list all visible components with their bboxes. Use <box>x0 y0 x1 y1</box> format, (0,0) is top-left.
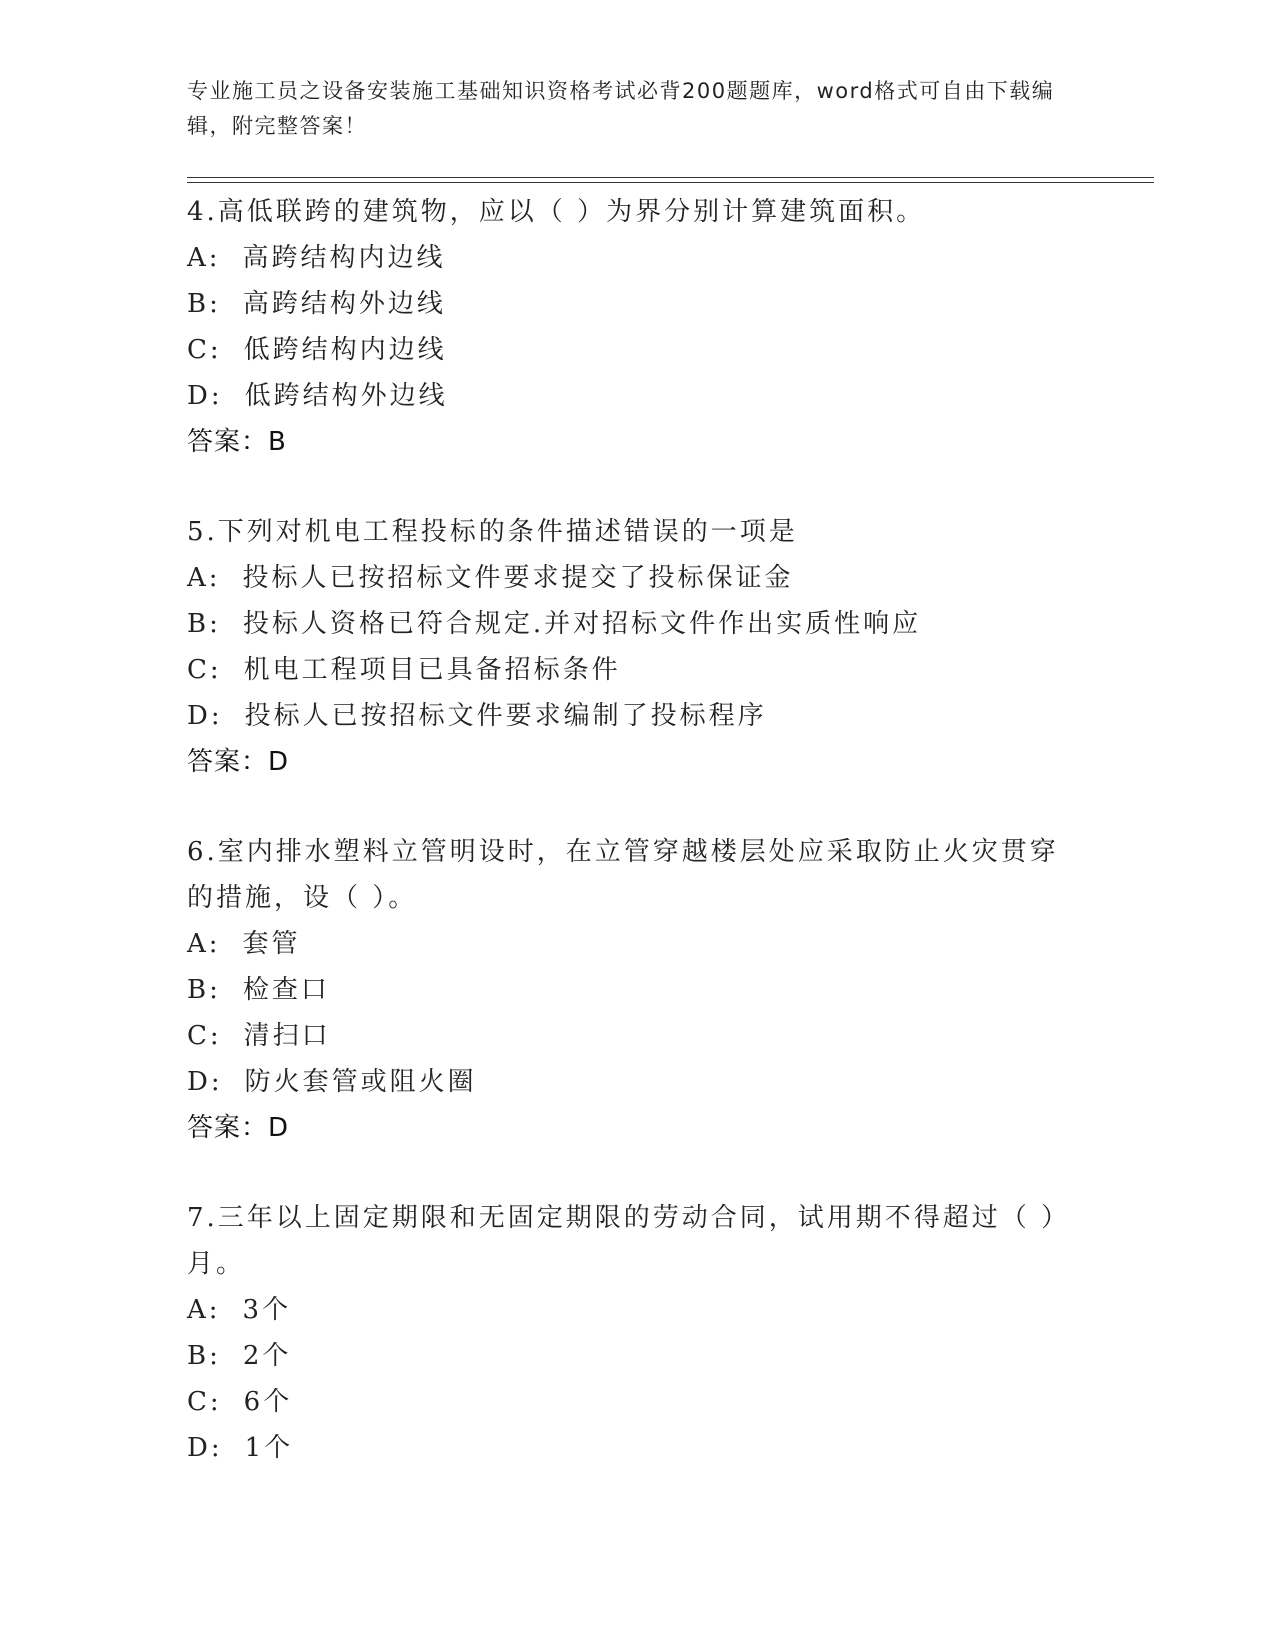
answer-line: 答案：D <box>187 1113 290 1143</box>
option-row <box>187 373 1067 419</box>
question-stem: 4.高低联跨的建筑物，应以（ ）为界分别计算建筑面积。 <box>187 197 926 227</box>
option-letter: D: <box>187 1067 223 1097</box>
option-letter: C: <box>187 655 222 685</box>
option-row <box>187 327 1067 373</box>
option-letter: C: <box>187 1021 222 1051</box>
option-text: 防火套管或阻火圈 <box>244 1067 477 1097</box>
option-text: 低跨结构内边线 <box>243 335 447 365</box>
option-text: 高跨结构内边线 <box>242 243 446 273</box>
option-text: 投标人资格已符合规定.并对招标文件作出实质性响应 <box>242 609 922 639</box>
option-row <box>187 921 1067 967</box>
option-letter: A: <box>187 563 221 593</box>
option-text: 投标人已按招标文件要求提交了投标保证金 <box>242 563 794 593</box>
option-row <box>187 555 1067 601</box>
option-row <box>187 1425 1067 1471</box>
option-text: 3个 <box>242 1295 292 1325</box>
option-text: 高跨结构外边线 <box>242 289 446 319</box>
header-divider-top <box>187 177 1154 178</box>
option-row <box>187 693 1067 739</box>
option-letter: A: <box>187 1295 221 1325</box>
option-text: 清扫口 <box>243 1021 331 1051</box>
option-row <box>187 1287 1067 1333</box>
option-text: 检查口 <box>242 975 330 1005</box>
option-row <box>187 1013 1067 1059</box>
question-block <box>187 1195 1067 1471</box>
option-letter: B: <box>187 609 221 639</box>
option-text: 1个 <box>244 1433 294 1463</box>
answer-line: 答案：D <box>187 747 290 777</box>
option-letter: D: <box>187 1433 223 1463</box>
option-text: 套管 <box>242 929 301 959</box>
option-letter: D: <box>187 701 223 731</box>
question-stem: 7.三年以上固定期限和无固定期限的劳动合同，试用期不得超过（ ）月。 <box>187 1203 1058 1279</box>
option-text: 6个 <box>243 1387 293 1417</box>
header-divider-bottom <box>187 182 1154 183</box>
option-letter: B: <box>187 1341 221 1371</box>
option-letter: B: <box>187 975 221 1005</box>
question-stem: 5.下列对机电工程投标的条件描述错误的一项是 <box>187 517 798 547</box>
option-row <box>187 235 1067 281</box>
option-letter: C: <box>187 335 222 365</box>
option-text: 机电工程项目已具备招标条件 <box>243 655 621 685</box>
option-row <box>187 281 1067 327</box>
option-row <box>187 967 1067 1013</box>
option-letter: D: <box>187 381 223 411</box>
option-letter: A: <box>187 243 221 273</box>
option-text: 2个 <box>242 1341 292 1371</box>
option-letter: C: <box>187 1387 222 1417</box>
question-block <box>187 829 1067 1151</box>
question-block <box>187 189 1067 465</box>
option-text: 低跨结构外边线 <box>244 381 448 411</box>
answer-line: 答案：B <box>187 427 287 457</box>
option-letter: A: <box>187 929 221 959</box>
option-row <box>187 1379 1067 1425</box>
option-row <box>187 1333 1067 1379</box>
option-letter: B: <box>187 289 221 319</box>
option-text: 投标人已按招标文件要求编制了投标程序 <box>244 701 767 731</box>
option-row <box>187 1059 1067 1105</box>
question-list <box>187 189 1067 1515</box>
document-title: 专业施工员之设备安装施工基础知识资格考试必背200题题库，word格式可自由下载编辑，附完整答案！ <box>187 79 1055 138</box>
question-block <box>187 509 1067 785</box>
option-row <box>187 601 1067 647</box>
option-row <box>187 647 1067 693</box>
question-stem: 6.室内排水塑料立管明设时，在立管穿越楼层处应采取防止火灾贯穿的措施，设（ ）。 <box>187 837 1059 913</box>
